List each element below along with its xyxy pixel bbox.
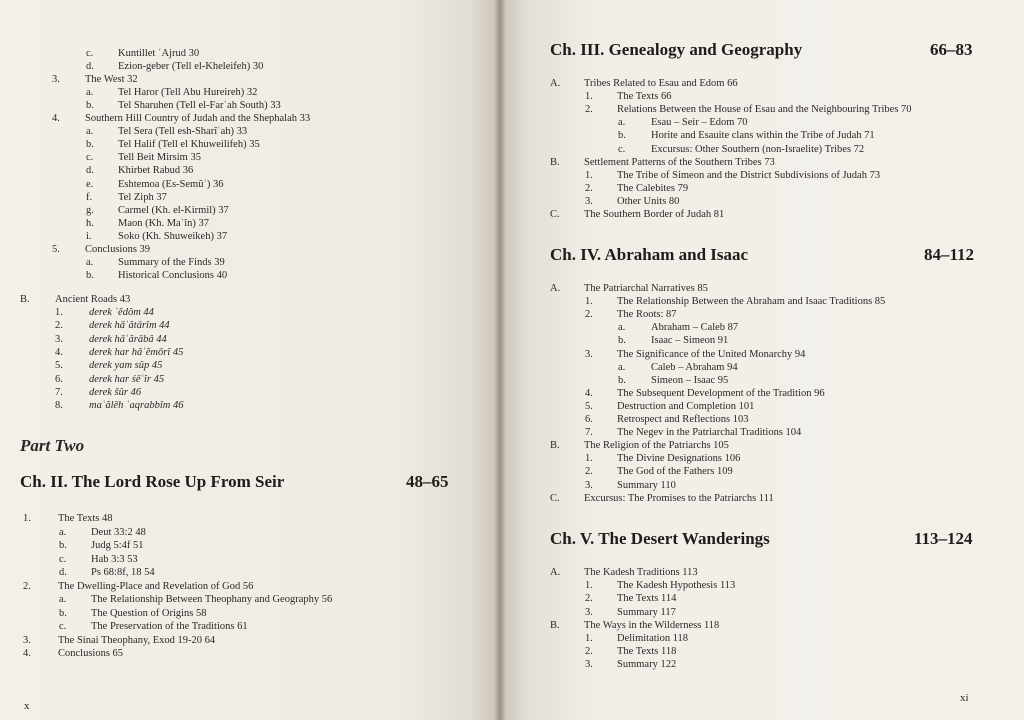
toc-entry-number: a. [86,256,94,268]
toc-entry-text: derek har hāʾĕmōrî 45 [89,346,184,358]
toc-entry-number: 4. [585,387,593,399]
toc-entry-number: 3. [55,333,63,345]
toc-entry-number: 1. [585,169,593,181]
toc-entry-text: Tel Sera (Tell esh-Sharîʿah) 33 [118,126,248,138]
toc-entry-number: a. [59,526,67,538]
toc-entry-text: Ezion-geber (Tell el-Kheleifeh) 30 [118,61,264,73]
toc-entry-number: 4. [52,113,60,125]
toc-entry-text: Soko (Kh. Shuweikeh) 37 [118,230,228,242]
toc-entry-number: 1. [55,307,63,318]
toc-entry-text: Conclusions 39 [85,243,151,255]
toc-entry-number: 5. [585,400,593,412]
toc-entry-number: 4. [55,346,63,358]
toc-entry-text: The Dwelling-Place and Revelation of God 56 [58,580,254,592]
toc-entry-number: c. [86,48,94,59]
toc-entry-number: c. [618,143,626,155]
toc-entry-number: c. [59,621,67,632]
toc-entry-number: 6. [585,414,593,425]
toc-entry-text: derek ʾĕdôm 44 [89,307,154,318]
toc-entry-number: 2. [585,309,593,321]
toc-entry-number: a. [59,594,67,605]
toc-entry-number: b. [618,335,626,347]
toc-entry-text: The God of the Fathers 109 [617,466,733,478]
chapter-4-title: Ch. IV. Abraham and Isaac [550,245,749,264]
toc-entry-number: 3. [585,348,593,360]
toc-entry-number: h. [86,217,94,229]
toc-entry-text: derek har śēʿîr 45 [89,373,165,385]
toc-entry-text: Tell Beit Mirsim 35 [118,152,201,164]
toc-entry-number: A. [550,78,561,89]
toc-entry-number: b. [618,374,626,386]
toc-entry-text: Summary 110 [617,479,676,491]
toc-entry-number: a. [86,87,94,99]
toc-entry-number: 7. [585,427,593,439]
toc-entry-text: Tel Sharuhen (Tell el-Farʿah South) 33 [118,100,281,112]
toc-entry-number: 3. [23,634,31,646]
toc-entry-number: 1. [585,580,593,592]
toc-entry-number: d. [86,165,94,177]
toc-entry-text: Maon (Kh. Maʿîn) 37 [118,217,209,229]
toc-entry-number: 6. [55,373,63,385]
toc-entry-number: 1. [585,91,593,103]
toc-entry-text: Southern Hill Country of Judah and the Shephalah 33 [85,113,311,125]
toc-entry-number: f. [86,191,93,203]
toc-entry-text: derek hāʿărābâ 44 [89,333,167,345]
chapter-2-pages: 48–65 [406,472,449,491]
toc-entry-number: c. [59,553,67,565]
toc-entry-number: c. [86,152,94,164]
toc-entry-text: The Southern Border of Judah 81 [584,209,725,220]
toc-entry-number: B. [20,294,30,305]
toc-entry-number: i. [86,230,92,242]
toc-entry-text: Caleb – Abraham 94 [651,361,738,373]
toc-entry-number: g. [86,204,94,216]
toc-entry-text: The Texts 48 [58,513,113,524]
toc-entry-number: 5. [52,243,60,255]
toc-entry-text: The Ways in the Wilderness 118 [584,619,720,631]
toc-entry-number: 2. [585,466,593,478]
toc-entry-number: B. [550,619,560,631]
toc-entry-number: B. [550,156,560,168]
toc-entry-number: 2. [585,593,593,605]
toc-entry-text: Abraham – Caleb 87 [651,322,739,334]
toc-entry-text: The Religion of the Patriarchs 105 [584,440,729,452]
toc-entry-number: 5. [55,360,63,372]
toc-entry-text: The Question of Origins 58 [91,607,207,619]
toc-entry-text: Settlement Patterns of the Southern Tribes 73 [584,156,775,168]
toc-entry-text: derek šûr 46 [89,386,142,398]
toc-entry-number: b. [86,269,94,281]
toc-entry-number: 2. [55,320,63,332]
toc-entry-text: The Calebites 79 [617,182,689,194]
toc-entry-number: 3. [585,195,593,207]
toc-entry-text: Kuntillet ʿAjrud 30 [118,48,200,59]
toc-entry-number: 1. [585,453,593,465]
toc-entry-text: The Texts 66 [617,91,672,103]
toc-entry-text: Tel Halif (Tell el Khuweilifeh) 35 [118,139,260,151]
toc-entry-text: Other Units 80 [617,195,680,207]
toc-entry-text: Ps 68:8f, 18 54 [91,567,155,578]
toc-entry-number: 1. [585,296,593,308]
toc-entry-text: The West 32 [85,74,138,86]
toc-entry-text: The Preservation of the Traditions 61 [91,621,248,632]
toc-entry-text: Retrospect and Reflections 103 [617,414,749,425]
toc-entry-number: d. [86,61,94,73]
toc-entry-number: B. [550,440,560,452]
toc-entry-text: The Significance of the United Monarchy 94 [617,348,806,360]
toc-entry-number: 2. [585,182,593,194]
toc-entry-text: Relations Between the House of Esau and the Neighbouring Tribes 70 [617,104,912,116]
toc-entry-number: A. [550,567,561,578]
part-title: Part Two [20,436,85,455]
toc-entry-text: The Texts 114 [617,593,677,605]
toc-entry-text: The Relationship Between the Abraham and Isaac Traditions 85 [617,296,886,308]
toc-entry-number: A. [550,283,561,294]
page-number: x [24,700,30,712]
toc-entry-text: Excursus: Other Southern (non-Israelite) Tribes 72 [651,143,865,155]
toc-entry-text: Isaac – Simeon 91 [651,335,729,347]
toc-entry-text: Ancient Roads 43 [55,294,131,305]
toc-entry-text: The Divine Designations 106 [617,453,741,465]
toc-entry-text: Excursus: The Promises to the Patriarchs 111 [584,492,774,504]
toc-entry-text: Eshtemoa (Es-Semûʿ) 36 [118,178,224,190]
chapter-2-title: Ch. II. The Lord Rose Up From Seir [20,472,285,491]
toc-entry-number: 1. [585,633,593,644]
toc-entry-number: 4. [23,648,31,659]
toc-entry-number: C. [550,209,560,220]
toc-entry-text: derek yam sûp 45 [89,360,163,372]
chapter-5-title: Ch. V. The Desert Wanderings [550,529,770,548]
toc-entry-text: The Roots: 87 [617,309,677,321]
toc-entry-number: e. [86,178,94,190]
toc-entry-number: a. [618,117,626,129]
toc-entry-text: derek hāʾătārîm 44 [89,320,170,332]
toc-entry-text: Delimitation 118 [617,633,689,644]
toc-entry-text: Summary of the Finds 39 [118,256,225,268]
toc-entry-text: Destruction and Completion 101 [617,400,755,412]
page-number: xi [960,692,969,704]
toc-entry-number: 2. [585,646,593,658]
toc-entry-text: The Subsequent Development of the Tradition 96 [617,387,825,399]
toc-entry-text: Tel Haror (Tell Abu Hureireh) 32 [118,87,258,99]
chapter-3-pages: 66–83 [930,40,973,59]
toc-entry-number: b. [59,540,67,551]
toc-entry-text: Khirbet Rabud 36 [118,165,194,177]
toc-entry-number: 2. [23,580,31,592]
toc-entry-text: maʿălēh ʿaqrabbîm 46 [89,400,184,412]
toc-entry-text: Simeon – Isaac 95 [651,374,729,386]
toc-entry-number: 8. [55,400,63,412]
toc-entry-number: b. [618,130,626,142]
toc-entry-number: 2. [585,104,593,116]
toc-entry-text: Deut 33:2 48 [91,526,146,538]
toc-entry-number: a. [618,361,626,373]
toc-entry-number: 3. [585,659,593,671]
toc-entry-text: The Texts 118 [617,646,677,658]
toc-entry-text: Historical Conclusions 40 [118,269,228,281]
toc-entry-number: C. [550,492,560,504]
toc-entry-number: 1. [23,513,31,524]
chapter-4-pages: 84–112 [924,245,975,264]
toc-entry-text: Conclusions 65 [58,648,124,659]
toc-entry-text: The Relationship Between Theophany and Geography 56 [91,594,333,605]
toc-entry-number: 7. [55,386,63,398]
toc-entry-text: Summary 117 [617,606,676,618]
toc-entry-number: b. [86,100,94,112]
toc-entry-text: Hab 3:3 53 [91,553,138,565]
toc-entry-number: b. [86,139,94,151]
toc-entry-number: a. [618,322,626,334]
toc-entry-text: Tribes Related to Esau and Edom 66 [584,78,738,89]
toc-entry-number: b. [59,607,67,619]
toc-entry-number: 3. [585,479,593,491]
toc-entry-text: Carmel (Kh. el-Kirmil) 37 [118,204,229,216]
toc-entry-number: d. [59,567,67,578]
book-gutter [494,0,506,720]
toc-entry-text: Horite and Esauite clans within the Tribe of Judah 71 [651,130,875,142]
toc-entry-text: The Kadesh Hypothesis 113 [617,580,736,592]
toc-entry-number: 3. [52,74,60,86]
toc-entry-text: The Patriarchal Narratives 85 [584,283,708,294]
toc-entry-text: The Kadesh Traditions 113 [584,567,698,578]
toc-entry-text: Esau – Seir – Edom 70 [651,117,748,129]
toc-entry-text: Tel Ziph 37 [118,191,167,203]
toc-entry-text: Judg 5:4f 51 [91,540,144,551]
toc-entry-number: a. [86,126,94,138]
toc-entry-text: Summary 122 [617,659,677,671]
chapter-5-pages: 113–124 [914,529,973,548]
toc-entry-number: 3. [585,606,593,618]
chapter-3-title: Ch. III. Genealogy and Geography [550,40,803,59]
toc-entry-text: The Sinai Theophany, Exod 19-20 64 [58,634,216,646]
toc-entry-text: The Tribe of Simeon and the District Subdivisions of Judah 73 [617,169,881,181]
toc-entry-text: The Negev in the Patriarchal Traditions 104 [617,427,802,439]
